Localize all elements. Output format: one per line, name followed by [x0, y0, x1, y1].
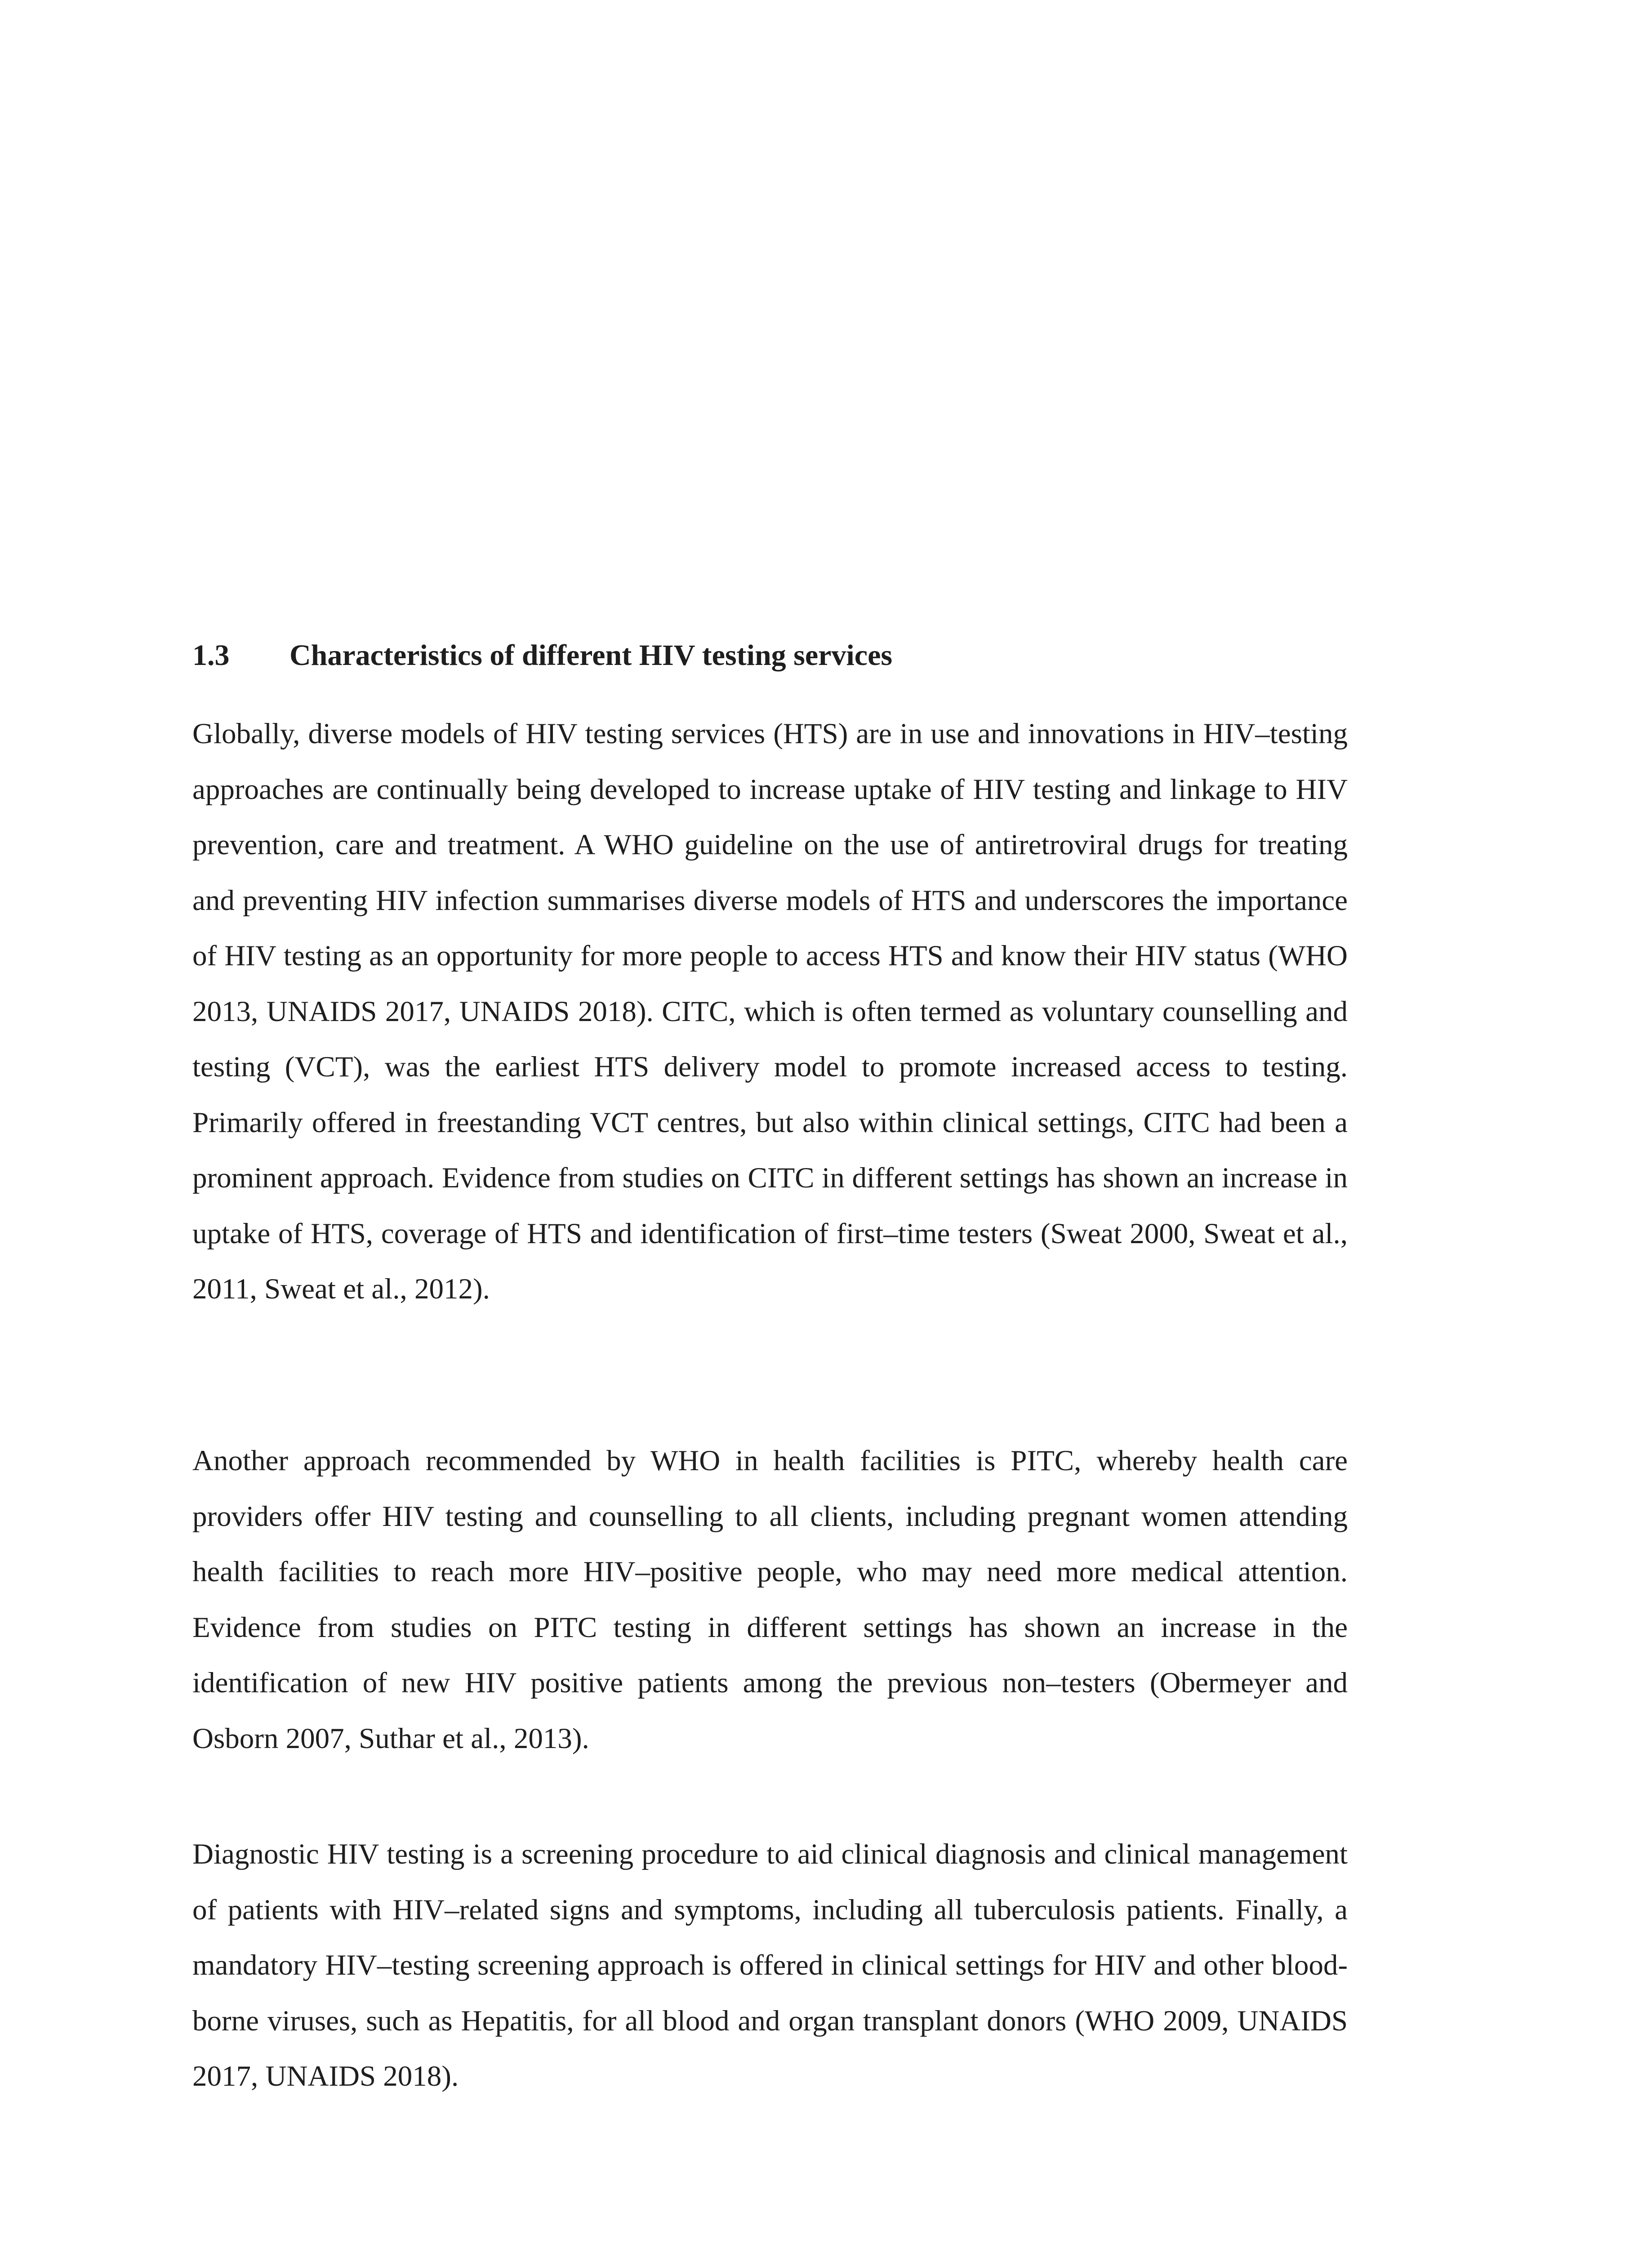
paragraph-diagnostic-testing: Diagnostic HIV testing is a screening procedure to aid clinical diagnosis and clinical management of patients with HIV–related signs and symptoms, including all tuberculosis patients. Finally, a mandatory HIV–testing screening approach is offered in clinical settings for HIV and other blood-borne viruses, such as Hepatitis, for all blood and organ transplant donors (WHO 2009, UNAIDS 2017, UNAIDS 2018). — [192, 1838, 1348, 2092]
section-number: 1.3 — [192, 639, 230, 672]
section-heading — [192, 638, 1361, 674]
paragraph-hts-models: Globally, diverse models of HIV testing services (HTS) are in use and innovations in HIV–testing approaches are continually being developed to increase uptake of HIV testing and linkage to HIV prevention, care and treatment. A WHO guideline on the use of antiretroviral drugs for treating and preventing HIV infection summarises diverse models of HTS and underscores the importance of HIV testing as an opportunity for more people to access HTS and know their HIV status (WHO 2013, UNAIDS 2017, UNAIDS 2018). CITC, which is often termed as voluntary counselling and testing (VCT), was the earliest HTS delivery model to promote increased access to testing. Primarily offered in freestanding VCT centres, but also within clinical settings, CITC had been a prominent approach. Evidence from studies on CITC in different settings has shown an increase in uptake of HTS, coverage of HTS and identification of first–time testers (Sweat 2000, Sweat et al., 2011, Sweat et al., 2012). — [192, 718, 1348, 1305]
section-title: Characteristics of different HIV testing services — [289, 639, 893, 672]
paragraph-pitc: Another approach recommended by WHO in health facilities is PITC, whereby health care providers offer HIV testing and counselling to all clients, including pregnant women attending health facilities to reach more HIV–positive people, who may need more medical attention. Evidence from studies on PITC testing in different settings has shown an increase in the identification of new HIV positive patients among the previous non–testers (Obermeyer and Osborn 2007, Suthar et al., 2013). — [192, 1445, 1348, 1755]
